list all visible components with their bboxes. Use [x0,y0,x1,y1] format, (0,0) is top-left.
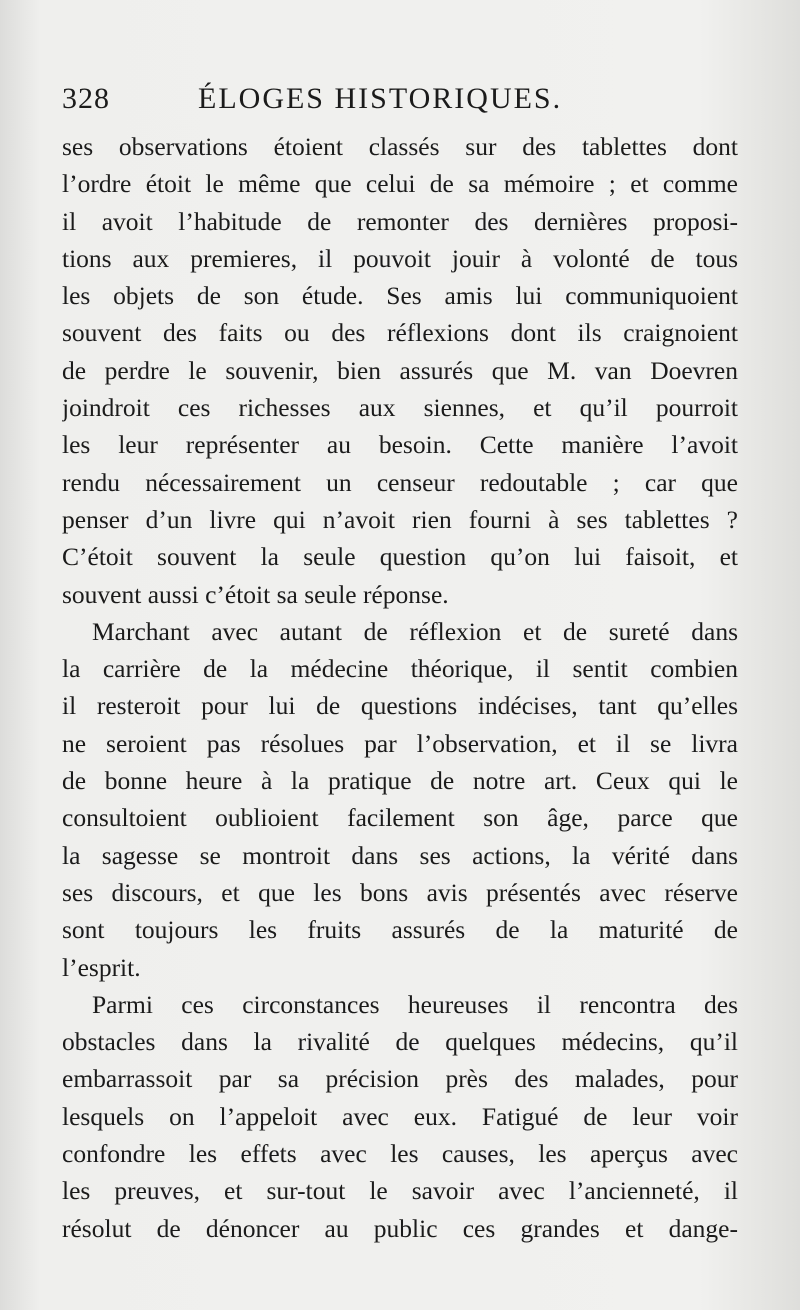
text-line: il avoit l’habitude de remonter des dernières proposi- [62,206,738,236]
text-line: ne seroient pas résolues par l’observation, et il se livra [62,728,738,758]
text-line: les objets de son étude. Ses amis lui communiquoient [62,281,738,311]
text-line: de bonne heure à la pratique de notre art. Ceux qui le [62,766,738,796]
text-line: confondre les effets avec les causes, les aperçus avec [62,1139,738,1169]
text-line: de perdre le souvenir, bien assurés que M. van Doevren [62,355,738,385]
text-line: souvent aussi c’étoit sa seule réponse. [62,579,449,609]
text-line: la carrière de la médecine théorique, il sentit combien [62,654,738,684]
text-line: embarrassoit par sa précision près des malades, pour [62,1064,738,1094]
text-line: consultoient oublioient facilement son âge, parce que [62,803,738,833]
text-line: joindroit ces richesses aux siennes, et qu’il pourroit [62,393,738,423]
page-header [62,82,742,128]
text-line: l’esprit. [62,952,141,982]
running-title: ÉLOGES HISTORIQUES. [198,82,563,115]
text-line: la sagesse se montroit dans ses actions, la vérité dans [62,840,738,870]
text-line: Parmi ces circonstances heureuses il rencontra des [92,989,738,1019]
text-line: les preuves, et sur-tout le savoir avec l’ancienneté, il [62,1176,738,1206]
paragraph-1 [62,128,738,613]
paragraph-3 [62,986,738,1247]
text-line: obstacles dans la rivalité de quelques médecins, qu’il [62,1027,738,1057]
text-line: ses observations étoient classés sur des tablettes dont [62,132,738,161]
text-line: il resteroit pour lui de questions indécises, tant qu’elles [62,691,738,721]
text-line: lesquels on l’appeloit avec eux. Fatigué de leur voir [62,1101,738,1131]
text-line: l’ordre étoit le même que celui de sa mémoire ; et comme [62,169,738,199]
paragraph-2 [62,613,738,986]
text-line: sont toujours les fruits assurés de la maturité de [62,915,738,945]
text-line: C’étoit souvent la seule question qu’on lui faisoit, et [62,542,738,572]
text-line: Marchant avec autant de réflexion et de sureté dans [92,616,738,646]
body-text [62,128,738,1247]
text-line: rendu nécessairement un censeur redoutable ; car que [62,467,738,497]
text-line: penser d’un livre qui n’avoit rien fourni à ses tablettes ? [62,504,738,534]
text-line: souvent des faits ou des réflexions dont ils craignoient [62,318,738,348]
text-line: tions aux premieres, il pouvoit jouir à volonté de tous [62,243,738,273]
page-number: 328 [62,82,110,115]
text-line: résolut de dénoncer au public ces grandes et dange- [62,1213,738,1243]
text-line: les leur représenter au besoin. Cette manière l’avoit [62,430,738,460]
text-line: ses discours, et que les bons avis présentés avec réserve [62,877,738,907]
